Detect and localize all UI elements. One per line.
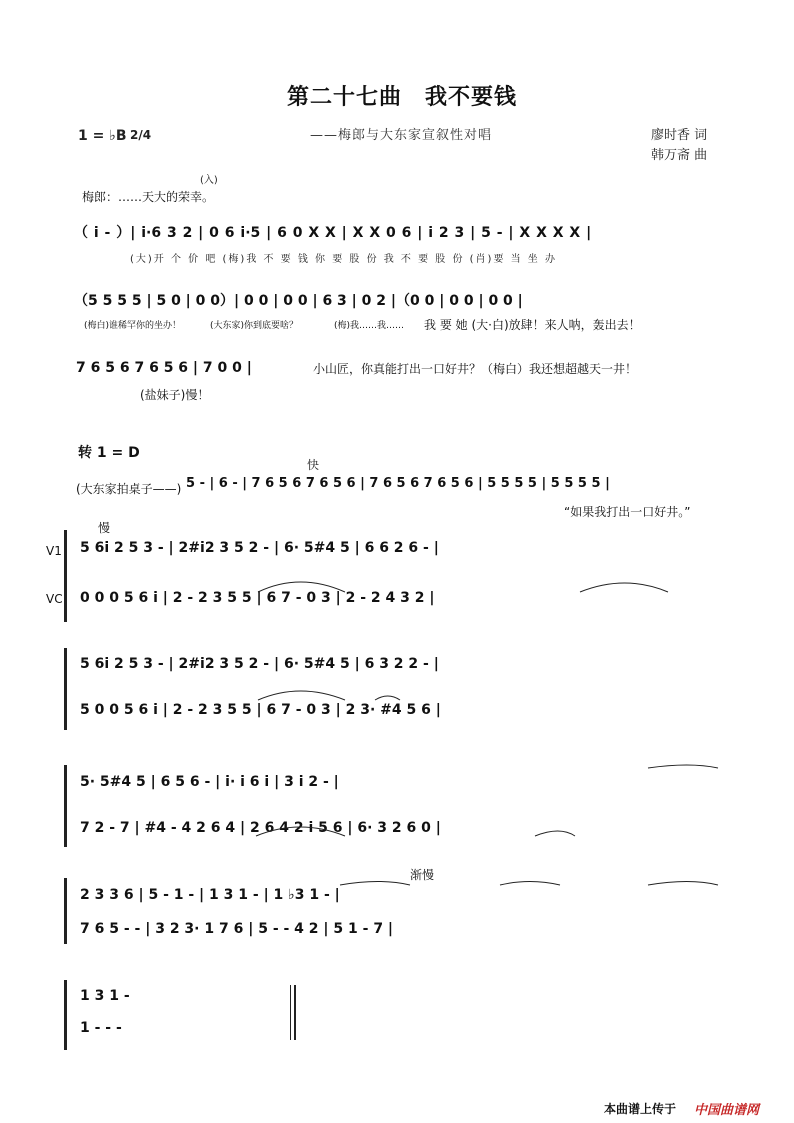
sys3-v1: 5· 5#4 5 | 6 5 6 - | i· i 6 i | 3 i 2 - |	[80, 774, 339, 790]
lyrics-row-2a: (梅白)谁稀罕你的坐办！	[84, 321, 182, 331]
composer: 韩万斋 曲	[651, 148, 708, 163]
lyrics-row-1: (大)开 个 价 吧 (梅)我 不 要 钱 你 要 股 份 我 不 要 股 份 (肖)要 当 坐 办	[130, 254, 557, 265]
score-row-4: 5 - | 6 - | 7 6 5 6 7 6 5 6 | 7 6 5 6 7 6 5 6 | 5 5 5 5 | 5 5 5 5 |	[186, 476, 610, 491]
score-row-2: （5 5 5 5 | 5 0 | 0 0）| 0 0 | 0 0 | 6 3 | 0 2 |（0 0 | 0 0 | 0 0 |	[74, 293, 523, 309]
lyrics-row-2d: 我 要 她 (大·白)放肆！来人呐，轰出去！	[424, 318, 641, 332]
footer-upload-text: 本曲谱上传于	[604, 1102, 677, 1116]
tempo-slow: 慢	[98, 521, 111, 535]
lyrics-row-2c: (梅)我……我……	[334, 321, 405, 331]
dialogue-row-3b: (盐妹子)慢！	[140, 388, 210, 402]
tempo-gradual-slow: 渐慢	[410, 868, 435, 882]
time-signature: 2/4	[130, 128, 152, 142]
dialogue-row-3: 小山匠，你真能打出一口好井？（梅白）我还想超越天一井！	[313, 362, 638, 376]
intro-mark: (入)	[200, 175, 218, 186]
sys1-vc: 0 0 0 5 6 i | 2 - 2 3 5 5 | 6 7 - 0 3 | 2 - 2 4 3 2 |	[80, 590, 435, 606]
sys5-v1: 1 3 1 -	[80, 988, 130, 1004]
v1-label: V1	[46, 544, 62, 558]
sys3-vc: 7 2 - 7 | #4 - 4 2 6 4 | 2 6 4 2 i 5 6 | 6· 3 2 6 0 |	[80, 820, 441, 836]
sys2-vc: 5 0 0 5 6 i | 2 - 2 3 5 5 | 6 7 - 0 3 | 2 3· #4 5 6 |	[80, 702, 441, 718]
score-row-1: （ i - ）| i·6 3 2 | 0 6 i·5 | 6 0 X X | X X 0 6 | i 2 3 | 5 - | X X X X |	[74, 225, 592, 241]
sys5-vc: 1 - - -	[80, 1020, 122, 1036]
sys4-v1: 2 3 3 6 | 5 - 1 - | 1 3 1 - | 1 ♭3 1 - |	[80, 887, 340, 903]
row4-quote: “如果我打出一口好井。”	[564, 505, 691, 519]
sys1-v1: 5 6i 2 5 3 - | 2#i2 3 5 2 - | 6· 5#4 5 | 6 6 2 6 - |	[80, 540, 439, 556]
row4-label: (大东家拍桌子——)	[76, 482, 182, 496]
sys2-v1: 5 6i 2 5 3 - | 2#i2 3 5 2 - | 6· 5#4 5 | 6 3 2 2 - |	[80, 656, 439, 672]
score-row-3: 7 6 5 6 7 6 5 6 | 7 0 0 |	[76, 360, 252, 376]
page-title: 第二十七曲 我不要钱	[287, 85, 518, 110]
lyrics-row-2b: (大东家)你到底要啥？	[210, 321, 299, 331]
vc-label: VC	[46, 592, 63, 606]
site-logo[interactable]: 中国曲谱网	[694, 1103, 760, 1118]
lyricist: 廖时香 词	[651, 128, 708, 143]
subtitle: ——梅郎与大东家宣叙性对唱	[310, 128, 493, 143]
key-signature: 1 = ♭B	[78, 128, 127, 144]
intro-line: 梅郎：……天大的荣幸。	[82, 190, 215, 204]
tempo-fast: 快	[307, 458, 320, 472]
modulation-key: 转 1 = D	[78, 445, 140, 461]
sys4-vc: 7 6 5 - - | 3 2 3· 1 7 6 | 5 - - 4 2 | 5 1 - 7 |	[80, 921, 394, 937]
